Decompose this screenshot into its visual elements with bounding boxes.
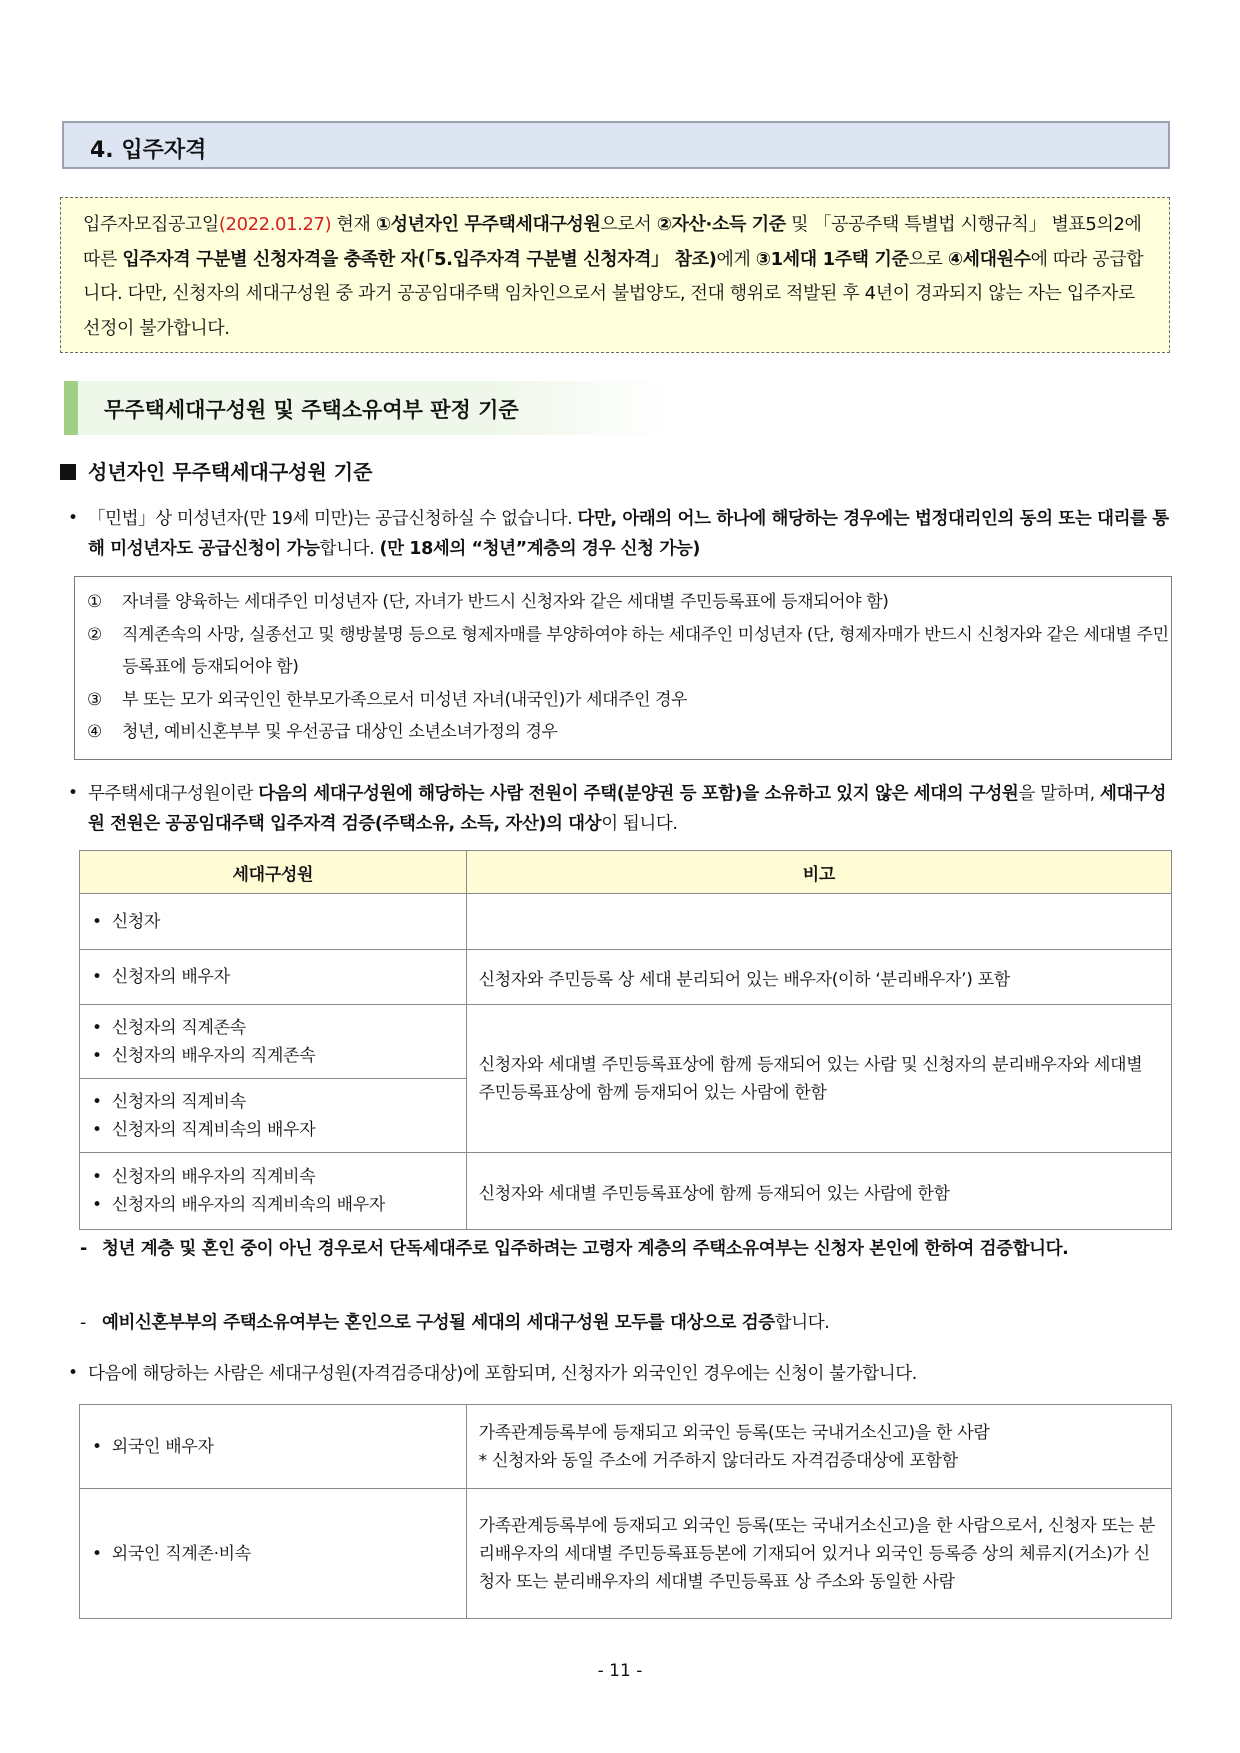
bullet-dot-icon: •	[68, 1363, 79, 1383]
member-label: • 신청자의 직계비속의 배우자	[92, 1116, 454, 1144]
note-cell: 신청자와 세대별 주민등록표상에 함께 등재되어 있는 사람 및 신청자의 분리배우자와 세대별 주민등록표상에 함께 등재되어 있는 사람에 한함	[466, 1005, 1171, 1153]
foreign-paragraph: 다음에 해당하는 사람은 세대구성원(자격검증대상)에 포함되며, 신청자가 외국인인 경우에는 신청이 불가합니다.	[88, 1364, 917, 1384]
notice-text: 으로	[908, 248, 948, 270]
member-cell	[80, 1405, 467, 1489]
table-row	[80, 894, 1172, 950]
member-cell	[80, 1005, 467, 1079]
table-row	[80, 1489, 1172, 1619]
minor-bold: 다만, 아래의 어느 하나에 해당하는 경우에는 법정대리인의 동의 또는 대리를 통해 미성년자도 공급신청이 가능	[88, 509, 1169, 559]
case-text: 자녀를 양육하는 세대주인 미성년자 (단, 자녀가 반드시 신청자와 같은 세대별 주민등록표에 등재되어야 함)	[122, 592, 889, 612]
adult-criteria-heading	[60, 456, 372, 485]
table-header-member: 세대구성원	[80, 851, 467, 894]
minor-text: 합니다.	[319, 539, 380, 559]
case-text: 직계존속의 사망, 실종선고 및 행방불명 등으로 형제자매를 부양하여야 하는 세대주인 미성년자 (단, 형제자매가 반드시 신청자와 같은 세대별 주민등록표에 등재되어야 함)	[122, 624, 1169, 677]
minor-case-item	[87, 586, 1171, 619]
member-label: • 신청자의 직계비속	[92, 1088, 454, 1116]
table-header-row	[80, 851, 1172, 894]
bullet-dot-icon: •	[68, 783, 79, 803]
member-cell	[80, 894, 467, 950]
table-row	[80, 1005, 1172, 1079]
adult-criteria-heading-text: 성년자인 무주택세대구성원 기준	[88, 460, 373, 484]
bullet-dot-icon: •	[68, 508, 79, 528]
member-cell	[80, 1489, 467, 1619]
notice-bold: ③1세대 1주택 기준	[755, 248, 909, 270]
member-label: • 신청자의 배우자	[92, 963, 454, 991]
case-number: ②	[87, 624, 102, 645]
notice-text: 및 「공공주택 특별법 시행규칙」 별표5의2에 따른	[83, 214, 1142, 270]
eligibility-notice-box	[60, 197, 1170, 353]
table-row	[80, 1153, 1172, 1230]
notice-bold: 입주자격 구분별 신청자격을 충족한 자(「5.입주자격 구분별 신청자격」 참조)	[122, 248, 717, 270]
dash-item-row	[80, 1233, 1172, 1265]
subheading-text: 무주택세대구성원 및 주택소유여부 판정 기준	[104, 398, 519, 422]
dash-bold: 예비신혼부부의 주택소유여부는 혼인으로 구성될 세대의 세대구성원 모두를 대상으로 검증	[102, 1313, 775, 1333]
note-line: 가족관계등록부에 등재되고 외국인 등록(또는 국내거소신고)을 한 사람	[478, 1422, 990, 1443]
minor-case-item	[87, 619, 1171, 684]
subheading-bar	[64, 381, 668, 435]
minor-text: 「민법」상 미성년자(만 19세 미만)는 공급신청하실 수 없습니다.	[88, 509, 578, 529]
minor-cases-box	[74, 576, 1172, 760]
member-label: • 신청자의 배우자의 직계비속의 배우자	[92, 1191, 454, 1219]
notice-text: 에게	[716, 248, 756, 270]
case-text: 부 또는 모가 외국인인 한부모가족으로서 미성년 자녀(내국인)가 세대주인 경우	[122, 689, 688, 710]
table-row	[80, 950, 1172, 1005]
member-paragraph	[88, 779, 1172, 839]
section-title: 4. 입주자격	[90, 138, 207, 163]
note-cell	[466, 894, 1171, 950]
square-bullet-icon	[60, 464, 76, 480]
minor-paragraph	[88, 504, 1172, 564]
dash-item-row	[80, 1307, 1172, 1339]
case-text: 청년, 예비신혼부부 및 우선공급 대상인 소년소녀가정의 경우	[122, 722, 558, 742]
dash-item-youth	[80, 1233, 1172, 1265]
minor-case-item	[87, 684, 1171, 717]
member-label: • 외국인 직계존·비속	[92, 1540, 454, 1568]
table-header-note: 비고	[466, 851, 1171, 894]
notice-bold: ②자산·소득 기준	[656, 214, 786, 235]
minor-bold: (만 18세의 “청년”계층의 경우 신청 가능)	[379, 539, 700, 559]
member-bold: 세대구성원 전원은 공공임대주택 입주자격 검증(주택소유, 소득, 자산)의 대상	[88, 784, 1166, 834]
case-number: ③	[87, 689, 102, 710]
notice-text: 으로서	[600, 214, 657, 235]
note-cell: 신청자와 세대별 주민등록표상에 함께 등재되어 있는 사람에 한함	[466, 1153, 1171, 1230]
member-label: • 신청자의 배우자의 직계비속	[92, 1163, 454, 1191]
case-number: ④	[87, 722, 102, 742]
member-label: • 신청자의 직계존속	[92, 1014, 454, 1042]
household-member-table	[79, 850, 1172, 1230]
note-line: * 신청자와 동일 주소에 거주하지 않더라도 자격검증대상에 포함함	[478, 1450, 958, 1471]
member-label: • 신청자	[92, 908, 454, 936]
notice-date: (2022.01.27)	[218, 214, 332, 235]
member-text: 을 말하며,	[1018, 784, 1100, 804]
table-row	[80, 1405, 1172, 1489]
notice-text: 에 따라 공급합니다. 다만, 신청자의 세대구성원 중 과거 공공임대주택 임차인으로서 불법양도, 전대 행위로 적발된 후 4년이 경과되지 않는 자는 입주자로 선정이 불가합니다.	[83, 248, 1144, 339]
member-label: • 외국인 배우자	[92, 1433, 454, 1461]
page-number: - 11 -	[597, 1661, 643, 1681]
section-header	[62, 121, 1170, 169]
member-bold: 다음의 세대구성원에 해당하는 사람 전원이 주택(분양권 등 포함)을 소유하고 있지 않은 세대의 구성원	[258, 784, 1019, 804]
dash-item-prenuptial	[80, 1307, 1172, 1339]
member-text: 무주택세대구성원이란	[88, 784, 259, 804]
case-number: ①	[87, 592, 102, 612]
member-text: 이 됩니다.	[601, 814, 678, 834]
note-cell: 신청자와 주민등록 상 세대 분리되어 있는 배우자(이하 ‘분리배우자’) 포함	[466, 950, 1171, 1005]
dash-text: 청년 계층 및 혼인 중이 아닌 경우로서 단독세대주로 입주하려는 고령자 계층의 주택소유여부는 신청자 본인에 한하여 검증합니다.	[102, 1239, 1069, 1259]
foreign-member-table	[79, 1404, 1172, 1619]
minor-case-item	[87, 716, 1171, 749]
notice-bold: ①성년자인 무주택세대구성원	[375, 214, 601, 235]
dash-text: 합니다.	[774, 1313, 830, 1333]
dash-icon: -	[80, 1313, 86, 1333]
notice-text: 현재	[331, 214, 376, 235]
member-label: • 신청자의 배우자의 직계존속	[92, 1042, 454, 1070]
notice-text: 입주자모집공고일	[83, 214, 219, 235]
note-cell: 가족관계등록부에 등재되고 외국인 등록(또는 국내거소신고)을 한 사람으로서, 신청자 또는 분리배우자의 세대별 주민등록표등본에 기재되어 있거나 외국인 등록증 상의 체류지(거소)가 신청자 또는 분리배우자의 세대별 주민등록표 상 주소와 동일한 사람	[466, 1489, 1171, 1619]
notice-bold: ④세대원수	[947, 248, 1031, 270]
dash-icon: -	[80, 1239, 87, 1259]
member-cell	[80, 950, 467, 1005]
member-cell	[80, 1079, 467, 1153]
note-cell	[466, 1405, 1171, 1489]
member-cell	[80, 1153, 467, 1230]
